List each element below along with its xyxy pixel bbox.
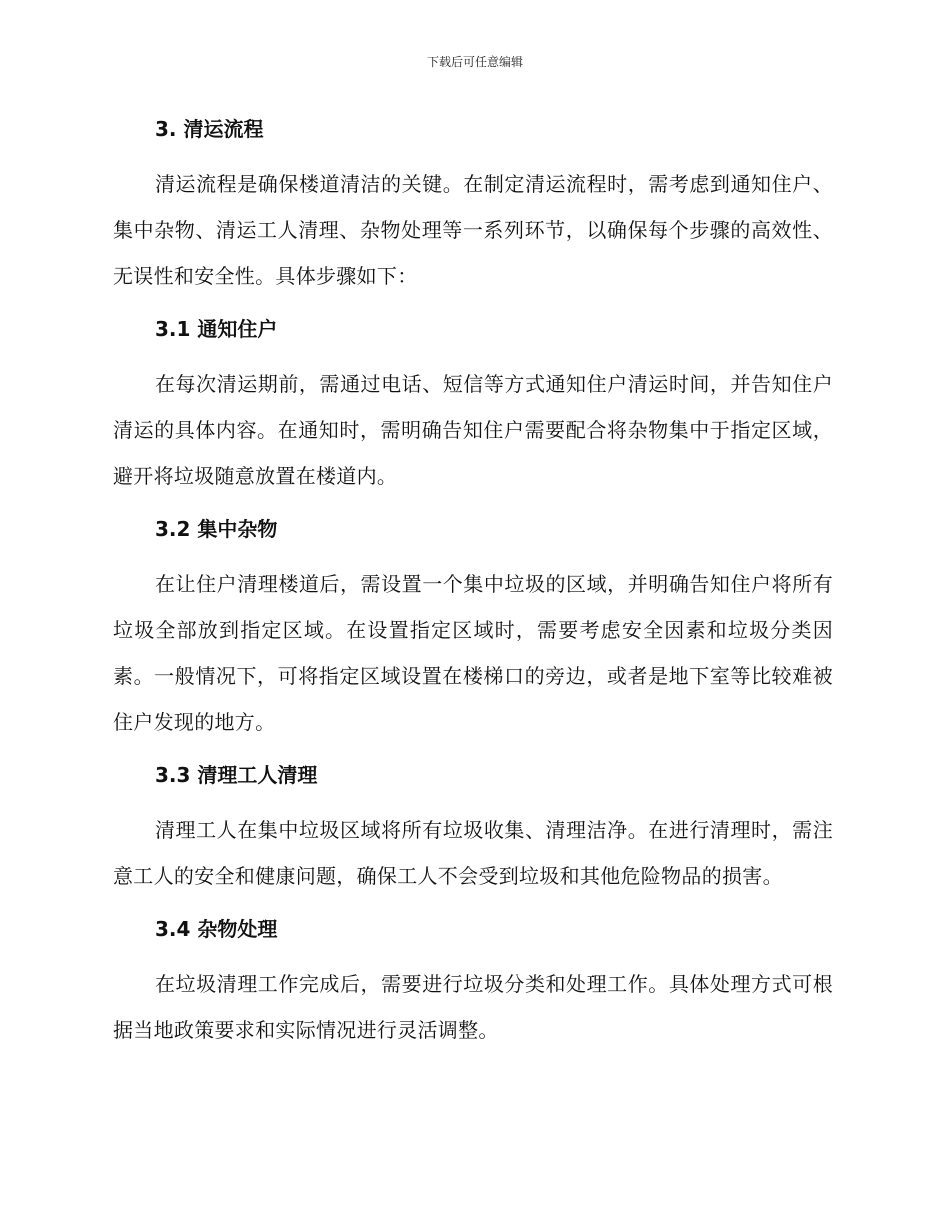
section-paragraph: 在每次清运期前，需通过电话、短信等方式通知住户清运时间，并告知住户清运的具体内容。在通知时，需明确告知住户需要配合将杂物集中于指定区域，避开将垃圾随意放置在楼道内。 xyxy=(113,372,833,488)
section-heading: 3.3 清理工人清理 xyxy=(155,763,318,787)
section-3-2 xyxy=(113,511,833,745)
section-heading: 3. 清运流程 xyxy=(155,117,264,141)
section-heading: 3.4 杂物处理 xyxy=(155,917,278,941)
section-heading: 3.1 通知住户 xyxy=(155,317,278,341)
document-body xyxy=(113,111,833,1065)
section-paragraph: 清运流程是确保楼道清洁的关键。在制定清运流程时，需考虑到通知住户、集中杂物、清运工人清理、杂物处理等一系列环节，以确保每个步骤的高效性、无误性和安全性。具体步骤如下： xyxy=(113,172,833,288)
section-3-3 xyxy=(113,757,833,899)
section-3-1 xyxy=(113,311,833,499)
section-paragraph: 在垃圾清理工作完成后，需要进行垃圾分类和处理工作。具体处理方式可根据当地政策要求和实际情况进行灵活调整。 xyxy=(113,972,833,1042)
section-3 xyxy=(113,111,833,299)
section-3-4 xyxy=(113,911,833,1053)
section-paragraph: 清理工人在集中垃圾区域将所有垃圾收集、清理洁净。在进行清理时，需注意工人的安全和健康问题，确保工人不会受到垃圾和其他危险物品的损害。 xyxy=(113,818,833,888)
section-paragraph: 在让住户清理楼道后，需设置一个集中垃圾的区域，并明确告知住户将所有垃圾全部放到指定区域。在设置指定区域时，需要考虑安全因素和垃圾分类因素。一般情况下，可将指定区域设置在楼梯口的旁边，或者是地下室等比较难被住户发现的地方。 xyxy=(113,572,833,734)
header-note: 下载后可任意编辑 xyxy=(426,55,523,69)
section-heading: 3.2 集中杂物 xyxy=(155,517,278,541)
